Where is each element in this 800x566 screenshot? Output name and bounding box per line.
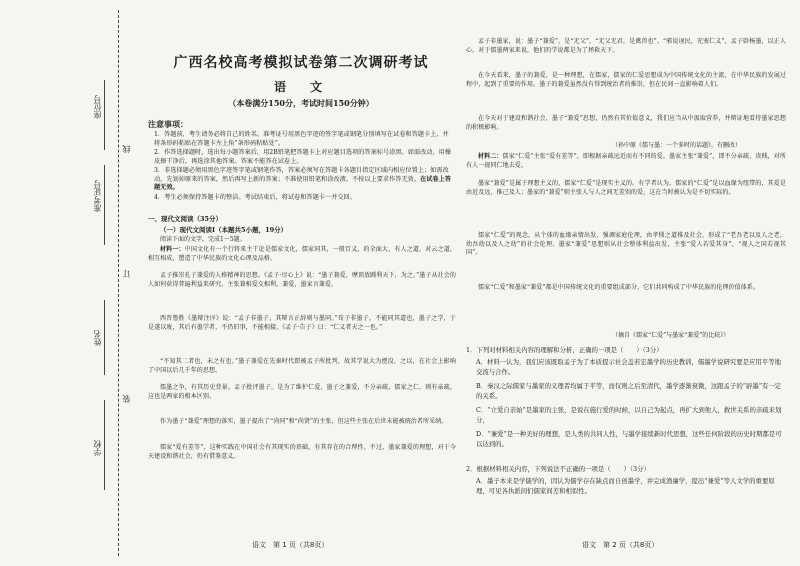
material-1-para-5: 儒墨之争，有其历史背景。孟子批评墨子，是为了维护仁爱，墨子之兼爱，不分亲疏，儒家之仁，则有亲疏，这也是两家的根本区别。 [148, 384, 456, 400]
material-1-para-6: 作为墨子“兼爱”理想的落实，墨子提出了“尚同”和“尚贤”的主张，但这些主张在后世未能被统治者所采纳。 [160, 418, 448, 425]
notice-item-4: 4．考生必须保持答题卡的整洁。考试结束后，将试卷和答题卡一并交回。 [154, 194, 356, 201]
q1-option-c[interactable]: C．“立爱自亲始”是墨家的主张，是说在施行爱的时候，以自己为起点，再扩大到他人，救世关系的亲疏来划分， [476, 406, 782, 424]
material-2-para-2: 墨家“兼爱”是属于理想主义的，儒家“仁爱”是现实主义的。有学者认为，儒家的“仁爱”是以血缘为纽带的，其爱是由近及远，推己及人；墨家的“兼爱”则主张人与人之间无差别的爱，这在当时被认为是不切实际的。 [466, 180, 786, 196]
q1-option-d[interactable]: D．“兼爱”是一种美好的理想，是人类的共同人性，与墨学接续新时代思想，这些任何阶段的历史时期都是可以达到的。 [476, 430, 782, 448]
school-underline [104, 400, 105, 490]
source-1: （孙中原《儒与墨：一个多时的话题》，有删改） [612, 142, 742, 149]
material-2-para-1 [466, 153, 786, 170]
exam-title: 广西名校高考模拟试卷第二次调研考试 [173, 55, 429, 71]
material-2-para-1-text: 儒家“仁爱”主张“爱有差等”，即根据亲疏远近而有不同的爱。墨家主张“兼爱”，即不分亲疏、贵贱，对所有人一视同仁地去爱。 [466, 153, 786, 169]
page-2-footer: 语文 第 2 页（共8页） [582, 541, 659, 549]
material-2-para-3: 儒家“仁爱”的观念，从个体的血缘亲情出发，强调家庭伦理，由孝悌之道推及社会，形成了“老吾老以及人之老，幼吾幼以及人之幼”的社会伦理。墨家“兼爱”思想则从社会整体利益出发，主张“爱人若爱其身”，“视人之国若视其国”。 [466, 232, 786, 257]
material-2-label: 材料二： [478, 153, 503, 160]
exam-no-underline [104, 165, 105, 245]
subject-title: 语 文 [273, 80, 328, 94]
reading-prompt: 阅读下面的文字，完成1～5题。 [160, 236, 246, 243]
material-1-para-7: 儒家“爱有差等”，这种实践在中国社会有其现实的基础，有其存在的合理性。不过，墨家兼爱的理想，对于今天建设和谐社会，仍有借鉴意义。 [148, 444, 456, 460]
notice-item-3-tail: 不准使用铅笔和涂改液。不按以上要求作答无效。 [283, 175, 421, 183]
right-para-3: 在今天对于建设和谐社会，墨子“兼爱”思想，仍然有其价值意义，我们应当从中汲取营养，并辩证地看待墨家思想的积极影响。 [466, 115, 786, 131]
binding-dashed-line [118, 10, 119, 556]
page-1-footer: 语文 第 1 页（共8页） [252, 541, 329, 549]
binding-cut-ding: 订 [122, 270, 131, 278]
school-label: 学校 [93, 440, 102, 456]
seat-label: 座位号 [93, 95, 102, 119]
material-2-para-4: 儒家“仁爱”和墨家“兼爱”都是中国传统文化的重要组成部分，它们共同构成了中华民族的伦理价值体系。 [478, 284, 760, 291]
material-1-para-1-text: 中国文化有一个行将来主干论是儒家文化，儒家同其，一般百义，的全面大，有人之道，对云之道，相互相成，塑造了中华民族的文化心理及品格。 [148, 246, 456, 262]
notice-item-2: 2．作答选择题时，选出每小题答案后，用2B铅笔把答题卡上对应题目选项的答案标号涂黑。如需改动，用橡皮擦干净后，再选涂其他答案。答案不能答在试卷上。 [154, 149, 452, 165]
material-1-para-3: 西晋鲁胜《墨辩注序》说：“孟子非墨子，其辩言正辞则与墨同。”荀子非墨子，不能同其道也，墨子之学，于是遂以废，其后有墨学者，不仍旧事，不能相接，《孟子·告子》曰：“仁义者天之一也。” [148, 315, 456, 331]
q1-option-a[interactable]: A．材料一认为，我们应该既取孟子为了本质提示社会盖若宏墨学的历史教训，儒墨学说研究要是应用平等地交流与合作。 [476, 358, 781, 376]
notice-item-1: 1．答题前，考生请务必将自己的姓名、准考证号用黑色字迹的签字笔或钢笔分别填写在试卷和答题卡上，并将条形码粘贴在答题卡左上角“条形码粘贴处”。 [154, 131, 449, 147]
material-1-para-1 [148, 246, 456, 263]
score-time-info: （本卷满分150分，考试时间150分钟） [228, 98, 374, 108]
name-underline [104, 300, 105, 375]
notice-item-3-emphasis: 在试卷上答题无效。 [154, 175, 451, 192]
exam-no-label: 准考证号 [93, 180, 102, 212]
name-label: 姓名 [93, 330, 102, 346]
material-1-label: 材料一： [160, 246, 185, 253]
notice-item-3-text: 3．非选择题必须用黑色字迹签字笔或钢笔作答，答案必须写在答题卡各题目指定区域内相应位置上；如需改动，先划掉原来的答案，然后再写上新的答案； [154, 167, 449, 183]
q1-option-b[interactable]: B．秦汉之际儒家与墨家的义理者均属于平等，而仅则之后至清代，墨学逐渐衰微，这跟孟子的“辟墨”有一定的关系。 [476, 382, 782, 400]
reading-1-heading: （一）现代文阅读Ⅰ（本题共5小题，19分） [160, 226, 288, 234]
q2-option-a[interactable]: A．墨子本来是学儒学的，因认为儒学存在缺点而自创墨学，并完成渔廉学，提出“兼爱”等人文学的重要原理，可见各执派间们儒家间差和相似性。 [476, 477, 775, 495]
binding-strip [0, 0, 140, 566]
notice-heading: 注意事项： [148, 119, 188, 129]
material-1-para-2: 孟子推崇孔子兼爱的人格精神的思想。《孟子·尽心上》说：“墨子兼爱，摩顶放踵利天下，为之。”墨子从社会的人如何获得普遍利益来研究，主张兼相爱交相利，兼爱，墨家言兼爱。 [148, 272, 456, 288]
binding-cut-zhuang: 装 [122, 395, 131, 403]
notice-item-3 [154, 167, 454, 193]
question-1: 1．下列对材料相关内容的理解和分析，正确的一项是（ ）（3分） [466, 346, 663, 354]
binding-cut-xian: 线 [122, 145, 131, 153]
right-para-1: 孟子非墨家，说：墨子“兼爱”，是“无父”，“无父无君，是禽兽也”。“邪说诬民，充塞仁义”，孟子辟杨墨，以正人心。对于儒墨两家来说，他们的学说都是为了拯救天下。 [466, 38, 786, 54]
source-2: （摘自《儒家“仁爱”与墨家“兼爱”的比较》） [612, 332, 730, 339]
section-1-heading: 一、现代文阅读（35分） [148, 215, 223, 223]
right-para-2: 在今天看来，墨子的兼爱，是一种理想，在儒家，儒家的仁爱思想成为中国传统文化的主流，在中华民族的发展过程中，起到了重要的作用。墨子的兼爱虽然没有得到统治者的推崇，但在民间一直影响着人们。 [466, 72, 786, 88]
seat-underline [104, 80, 105, 150]
material-1-para-4: “不知其二者也，未之有也。”墨子兼爱在先秦时代即被孟子所批判，故其学说大为湮没，之以，在社会上影响了中国以后几千年的思想。 [148, 358, 456, 374]
question-2: 2．根据材料相关内容，下列说法不正确的一项是（ ）（3分） [466, 465, 650, 473]
